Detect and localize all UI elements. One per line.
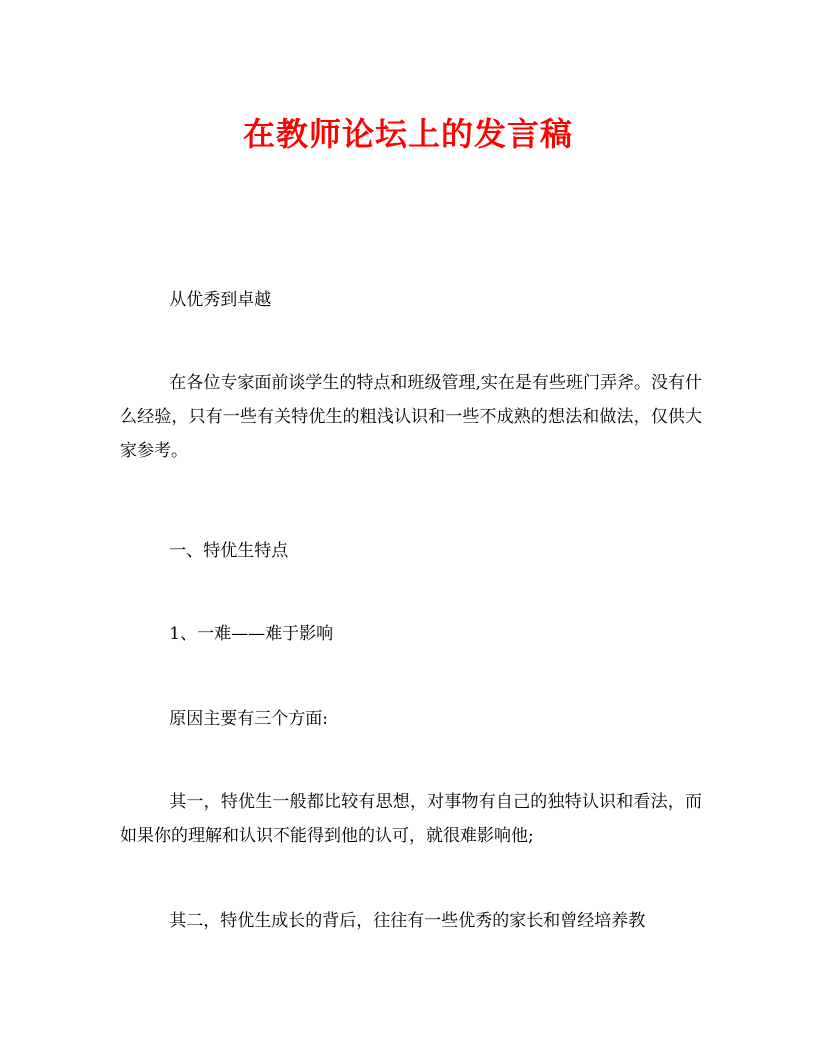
paragraph-reasons: 原因主要有三个方面: [169, 709, 329, 729]
paragraph-reason-one: 其一，特优生一般都比较有思想，对事物有自己的独特认识和看法，而如果你的理解和认识不能得到他的认可，就很难影响他; [120, 792, 702, 846]
paragraph-intro: 在各位专家面前谈学生的特点和班级管理,实在是有些班门弄斧。没有什么经验，只有一些有关特优生的粗浅认识和一些不成熟的想法和做法，仅供大家参考。 [120, 373, 702, 461]
paragraph-subtitle: 从优秀到卓越 [169, 290, 272, 310]
document-title: 在教师论坛上的发言稿 [242, 115, 573, 153]
section-heading: 一、特优生特点 [169, 541, 289, 561]
subsection-heading: 1、一难——难于影响 [169, 624, 334, 644]
paragraph-reason-two: 其二，特优生成长的背后，往往有一些优秀的家长和曾经培养教 [169, 911, 646, 931]
